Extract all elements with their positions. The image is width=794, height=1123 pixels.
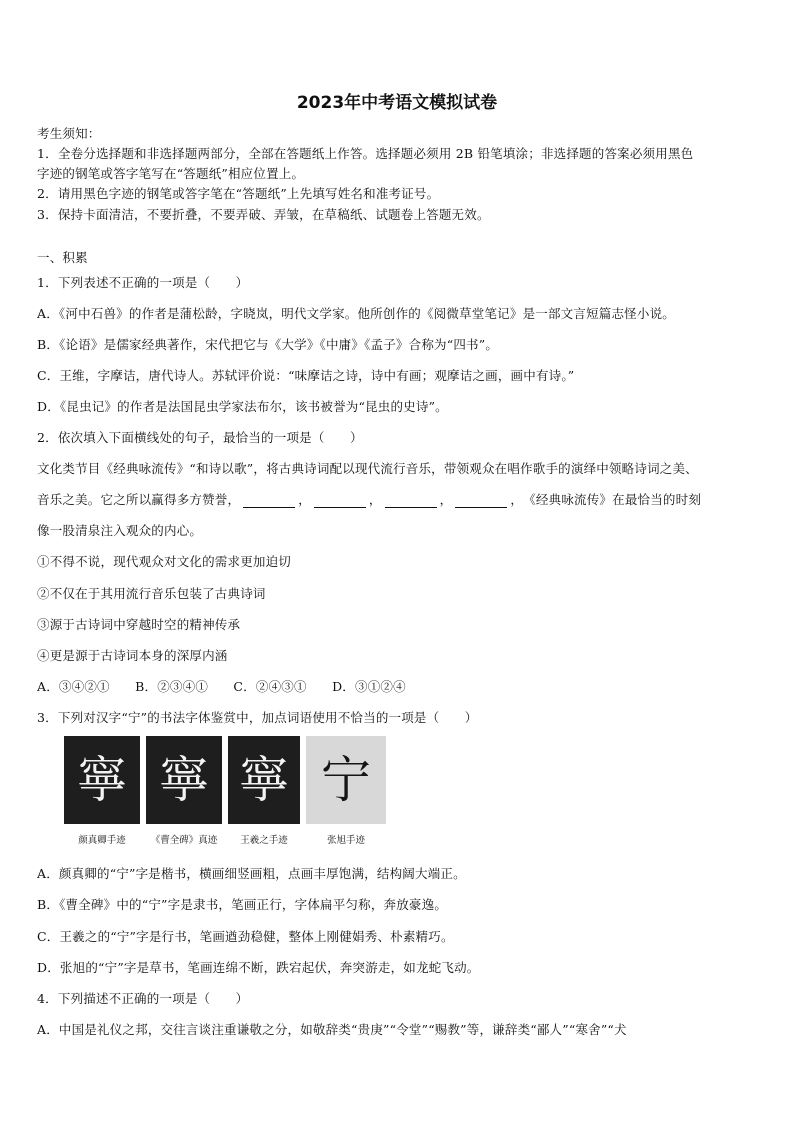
image-caption: 张旭手迹 <box>326 835 366 846</box>
answer-option: B．《曹全碑》中的“宁”字是隶书，笔画正行，字体扁平匀称，奔放豪逸。 <box>37 897 448 912</box>
calligraphy-image <box>64 736 140 824</box>
fill-blank <box>455 495 507 508</box>
answer-option: C．王维，字摩诘，唐代诗人。苏轼评价说：“味摩诘之诗，诗中有画；观摩诘之画，画中有诗。” <box>37 368 575 383</box>
passage-text: 《经典咏流传》在最恰当的时刻 <box>529 492 702 507</box>
notice-item: 1．全卷分选择题和非选择题两部分，全部在答题纸上作答。选择题必须用 2B 铅笔填涂；非选择题的答案必须用黑色 <box>37 146 694 161</box>
question-stem: 2．依次填入下面横线处的句子，最恰当的一项是（ ） <box>37 430 363 445</box>
passage-line: 像一股清泉注入观众的内心。 <box>37 523 203 538</box>
question-stem: 1．下列表述不正确的一项是（ ） <box>37 275 249 290</box>
image-caption: 王羲之手迹 <box>240 835 288 846</box>
calligraphy-gallery <box>62 736 392 848</box>
notice-item: 2．请用黑色字迹的钢笔或答字笔在“答题纸”上先填写姓名和准考证号。 <box>37 186 440 201</box>
question-stem: 4．下列描述不正确的一项是（ ） <box>37 991 249 1006</box>
sentence-item: ④更是源于古诗词本身的深厚内涵 <box>37 648 228 663</box>
answer-option: D．《昆虫记》的作者是法国昆虫学家法布尔，该书被誉为“昆虫的史诗”。 <box>37 399 448 414</box>
fill-blank <box>243 495 295 508</box>
calligraphy-image <box>228 736 300 824</box>
answer-options-row: A．③④②① B．②③④① C．②④③① D．③①②④ <box>37 679 406 694</box>
question-stem: 3．下列对汉字“宁”的书法字体鉴赏中，加点词语使用不恰当的一项是（ ） <box>37 710 478 725</box>
answer-option: A．中国是礼仪之邦，交往言谈注重谦敬之分，如敬辞类“贵庚”“令堂”“赐教”等，谦辞类“鄙人”“寒舍”“犬 <box>37 1022 627 1037</box>
passage-line: 文化类节目《经典咏流传》“和诗以歌”，将古典诗词配以现代流行音乐，带领观众在唱作歌手的演绎中领略诗词之美、 <box>37 461 698 476</box>
calligraphy-glyph: 宁 <box>321 751 371 809</box>
notice-item: 字迹的钢笔或答字笔写在“答题纸”相应位置上。 <box>37 166 305 181</box>
notice-item: 3．保持卡面清洁，不要折叠，不要弄破、弄皱，在草稿纸、试题卷上答题无效。 <box>37 207 490 222</box>
calligraphy-image <box>146 736 222 824</box>
sentence-item: ②不仅在于其用流行音乐包装了古典诗词 <box>37 586 266 601</box>
section-heading: 一、积累 <box>37 250 88 265</box>
answer-option: A．颜真卿的“宁”字是楷书，横画细竖画粗，点画丰厚饱满，结构阔大端正。 <box>37 866 466 881</box>
fill-blank <box>385 495 437 508</box>
answer-option: B．《论语》是儒家经典著作，宋代把它与《大学》《中庸》《孟子》合称为“四书”。 <box>37 337 499 352</box>
image-caption: 颜真卿手迹 <box>78 835 126 846</box>
image-caption: 《曹全碑》真迹 <box>150 835 218 846</box>
calligraphy-glyph: 寧 <box>239 751 289 809</box>
answer-option: A．《河中石兽》的作者是蒲松龄，字晓岚，明代文学家。他所创作的《阅微草堂笔记》是一部文言短篇志怪小说。 <box>37 306 675 321</box>
answer-option: D．张旭的“宁”字是草书，笔画连绵不断，跌宕起伏，奔突游走，如龙蛇飞动。 <box>37 960 480 975</box>
sentence-item: ③源于古诗词中穿越时空的精神传承 <box>37 617 241 632</box>
page-title: 2023年中考语文模拟试卷 <box>296 93 498 113</box>
calligraphy-glyph: 寧 <box>77 751 127 809</box>
fill-blank <box>314 495 366 508</box>
calligraphy-image <box>306 736 386 824</box>
answer-option: C．王羲之的“宁”字是行书，笔画遒劲稳健，整体上刚健娟秀、朴素精巧。 <box>37 929 454 944</box>
calligraphy-glyph: 寧 <box>159 751 209 809</box>
notice-heading: 考生须知： <box>37 126 101 141</box>
passage-text: 音乐之美。它之所以赢得多方赞誉， <box>37 492 241 507</box>
sentence-item: ①不得不说，现代观众对文化的需求更加迫切 <box>37 554 292 569</box>
passage-line: 音乐之美。它之所以赢得多方赞誉， ， ， ， ， 《经典咏流传》在最恰当的时刻 <box>37 492 702 507</box>
